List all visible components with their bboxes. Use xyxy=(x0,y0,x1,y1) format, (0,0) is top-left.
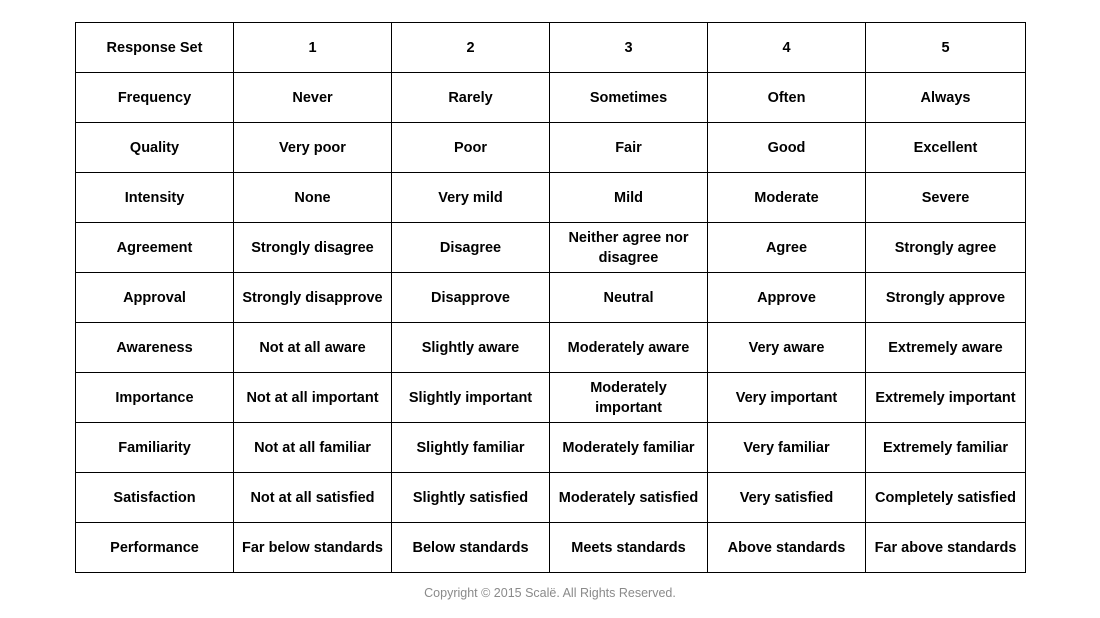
table-row xyxy=(76,273,1026,323)
table-cell: Sometimes xyxy=(550,73,708,123)
table-cell: Strongly disapprove xyxy=(234,273,392,323)
table-cell: Always xyxy=(866,73,1026,123)
table-cell: Fair xyxy=(550,123,708,173)
table-cell: Never xyxy=(234,73,392,123)
table-cell: Moderately familiar xyxy=(550,423,708,473)
table-cell: Moderately important xyxy=(550,373,708,423)
row-label: Approval xyxy=(76,273,234,323)
table-cell: Neutral xyxy=(550,273,708,323)
header-cell: Response Set xyxy=(76,23,234,73)
header-cell: 2 xyxy=(392,23,550,73)
header-cell: 5 xyxy=(866,23,1026,73)
header-cell: 4 xyxy=(708,23,866,73)
table-cell: Disagree xyxy=(392,223,550,273)
table-cell: Strongly disagree xyxy=(234,223,392,273)
row-label: Quality xyxy=(76,123,234,173)
table-cell: None xyxy=(234,173,392,223)
table-cell: Poor xyxy=(392,123,550,173)
table-cell: Agree xyxy=(708,223,866,273)
table-cell: Mild xyxy=(550,173,708,223)
table-cell: Slightly familiar xyxy=(392,423,550,473)
table-cell: Very mild xyxy=(392,173,550,223)
table-cell: Good xyxy=(708,123,866,173)
row-label: Frequency xyxy=(76,73,234,123)
table-cell: Very poor xyxy=(234,123,392,173)
table-cell: Often xyxy=(708,73,866,123)
table-cell: Approve xyxy=(708,273,866,323)
copyright-notice: Copyright © 2015 Scalë. All Rights Reserved. xyxy=(424,586,676,600)
table-row xyxy=(76,123,1026,173)
table-cell: Rarely xyxy=(392,73,550,123)
table-cell: Neither agree nor disagree xyxy=(550,223,708,273)
table-cell: Excellent xyxy=(866,123,1026,173)
row-label: Agreement xyxy=(76,223,234,273)
table-cell: Disapprove xyxy=(392,273,550,323)
table-cell: Not at all familiar xyxy=(234,423,392,473)
table-row xyxy=(76,173,1026,223)
row-label: Awareness xyxy=(76,323,234,373)
table-cell: Completely satisfied xyxy=(866,473,1026,523)
table-cell: Severe xyxy=(866,173,1026,223)
table-cell: Extremely familiar xyxy=(866,423,1026,473)
table-cell: Moderately satisfied xyxy=(550,473,708,523)
row-label: Importance xyxy=(76,373,234,423)
header-cell: 1 xyxy=(234,23,392,73)
table-row xyxy=(76,73,1026,123)
response-scale-table xyxy=(75,22,1026,573)
header-cell: 3 xyxy=(550,23,708,73)
table-cell: Not at all aware xyxy=(234,323,392,373)
table-cell: Slightly important xyxy=(392,373,550,423)
table-cell: Extremely important xyxy=(866,373,1026,423)
table-cell: Strongly agree xyxy=(866,223,1026,273)
table-cell: Not at all important xyxy=(234,373,392,423)
table-cell: Moderately aware xyxy=(550,323,708,373)
row-label: Familiarity xyxy=(76,423,234,473)
table-row xyxy=(76,323,1026,373)
table-row xyxy=(76,423,1026,473)
table-cell: Far below standards xyxy=(234,523,392,573)
table-row xyxy=(76,223,1026,273)
table-cell: Moderate xyxy=(708,173,866,223)
table-cell: Below standards xyxy=(392,523,550,573)
table-cell: Strongly approve xyxy=(866,273,1026,323)
table-cell: Slightly aware xyxy=(392,323,550,373)
table-row xyxy=(76,373,1026,423)
table-cell: Very aware xyxy=(708,323,866,373)
table-cell: Extremely aware xyxy=(866,323,1026,373)
table-cell: Slightly satisfied xyxy=(392,473,550,523)
table-cell: Far above standards xyxy=(866,523,1026,573)
table-cell: Meets standards xyxy=(550,523,708,573)
table-cell: Very familiar xyxy=(708,423,866,473)
table-cell: Above standards xyxy=(708,523,866,573)
table-row xyxy=(76,523,1026,573)
table-cell: Very satisfied xyxy=(708,473,866,523)
row-label: Satisfaction xyxy=(76,473,234,523)
row-label: Intensity xyxy=(76,173,234,223)
row-label: Performance xyxy=(76,523,234,573)
table-row xyxy=(76,473,1026,523)
table-cell: Not at all satisfied xyxy=(234,473,392,523)
table-header-row xyxy=(76,23,1026,73)
table-cell: Very important xyxy=(708,373,866,423)
